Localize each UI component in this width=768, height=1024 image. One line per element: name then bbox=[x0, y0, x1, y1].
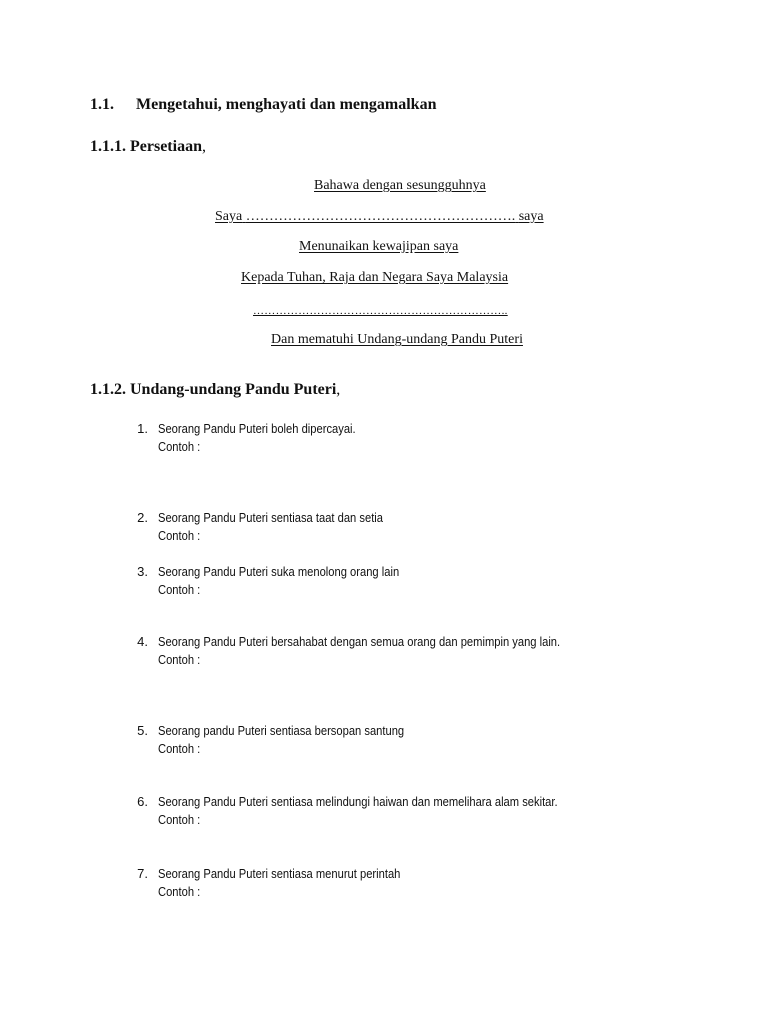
law-number: 4. bbox=[137, 634, 148, 649]
law-example-label: Contoh : bbox=[158, 812, 201, 827]
section-punct: , bbox=[201, 138, 206, 155]
oath-line-6: Dan mematuhi Undang-undang Pandu Puteri bbox=[271, 332, 523, 347]
section-number: 1.1. bbox=[90, 96, 114, 113]
law-text: Seorang Pandu Puteri sentiasa menurut perintah bbox=[158, 866, 401, 881]
oath-name-blank: …………………………………………………. bbox=[245, 209, 516, 224]
section-number: 1.1.1. bbox=[90, 138, 126, 155]
law-example-label: Contoh : bbox=[158, 652, 201, 667]
law-text: Seorang Pandu Puteri sentiasa taat dan setia bbox=[158, 510, 383, 525]
section-heading-1-1-2 bbox=[90, 380, 340, 400]
section-heading-1-1 bbox=[90, 95, 436, 115]
oath-saya-start: Saya bbox=[215, 209, 243, 224]
law-number: 6. bbox=[137, 794, 148, 809]
section-title: Persetiaan bbox=[130, 138, 202, 155]
law-example-label: Contoh : bbox=[158, 439, 201, 454]
law-example-label: Contoh : bbox=[158, 741, 201, 756]
law-text: Seorang Pandu Puteri bersahabat dengan semua orang dan pemimpin yang lain. bbox=[158, 634, 561, 649]
oath-line-3: Menunaikan kewajipan saya bbox=[299, 239, 459, 254]
oath-line-4: Kepada Tuhan, Raja dan Negara Saya Malaysia bbox=[241, 270, 509, 285]
law-number: 2. bbox=[137, 510, 148, 525]
law-number: 7. bbox=[137, 866, 148, 881]
law-text: Seorang pandu Puteri sentiasa bersopan santung bbox=[158, 723, 405, 738]
law-number: 1. bbox=[137, 421, 148, 436]
law-text: Seorang Pandu Puteri boleh dipercayai. bbox=[158, 421, 356, 436]
section-punct: , bbox=[336, 381, 341, 398]
oath-saya-end: saya bbox=[518, 209, 544, 224]
section-heading-1-1-1 bbox=[90, 137, 206, 157]
section-number: 1.1.2. bbox=[90, 381, 126, 398]
law-example-label: Contoh : bbox=[158, 884, 201, 899]
law-number: 5. bbox=[137, 723, 148, 738]
oath-blank-line: ………………………………………………………….. bbox=[253, 305, 508, 317]
law-example-label: Contoh : bbox=[158, 582, 201, 597]
law-text: Seorang Pandu Puteri suka menolong orang lain bbox=[158, 564, 400, 579]
law-example-label: Contoh : bbox=[158, 528, 201, 543]
section-title: Undang-undang Pandu Puteri bbox=[130, 381, 337, 398]
oath-line-1: Bahawa dengan sesungguhnya bbox=[314, 178, 486, 193]
law-text: Seorang Pandu Puteri sentiasa melindungi haiwan dan memelihara alam sekitar. bbox=[158, 794, 558, 809]
law-number: 3. bbox=[137, 564, 148, 579]
section-title: Mengetahui, menghayati dan mengamalkan bbox=[136, 96, 437, 113]
oath-line-2 bbox=[215, 208, 544, 226]
